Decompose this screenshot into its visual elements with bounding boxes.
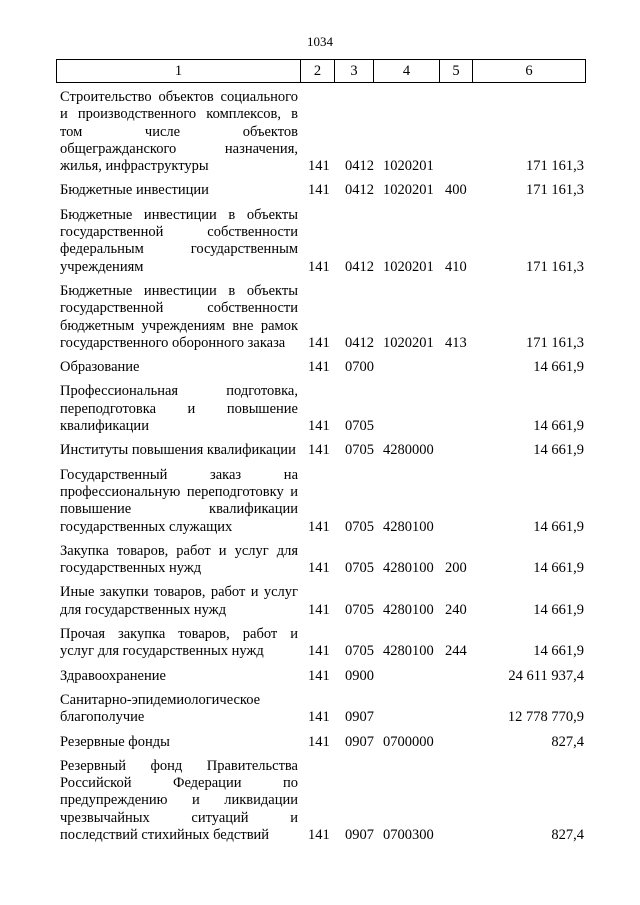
page-number: 1034 — [307, 34, 333, 49]
row-name: Бюджетные инвестиции в объекты государственной собственности бюджетным учреждениям вне рамок государственного оборонного заказа — [60, 282, 298, 351]
table-row — [0, 359, 640, 376]
row-amount: 171 161,3 — [526, 334, 584, 351]
row-section-code: 0900 — [345, 667, 374, 684]
row-admin-code: 141 — [308, 667, 330, 684]
header-col-amount: 6 — [525, 63, 533, 79]
row-target-code: 0700300 — [383, 826, 434, 843]
row-target-code: 4280000 — [383, 442, 434, 459]
row-name: Иные закупки товаров, работ и услуг для государственных нужд — [60, 584, 298, 618]
row-admin-code: 141 — [308, 643, 330, 660]
row-name: Санитарно-эпидемиологическое благополучие — [60, 691, 261, 726]
row-name: Профессиональная подготовка, переподготовка и повышение квалификации — [60, 383, 298, 435]
row-expense-type: 400 — [445, 182, 467, 199]
row-admin-code: 141 — [308, 518, 330, 535]
row-admin-code: 141 — [308, 334, 330, 351]
table-row — [0, 692, 640, 727]
row-name: Образование — [60, 359, 140, 376]
row-section-code: 0705 — [345, 518, 374, 535]
table-row — [0, 467, 640, 536]
row-amount: 14 661,9 — [533, 560, 584, 577]
row-amount: 827,4 — [551, 733, 584, 750]
row-target-code: 1020201 — [383, 182, 434, 199]
table-body — [0, 89, 640, 851]
table-row — [0, 383, 640, 435]
row-section-code: 0907 — [345, 733, 374, 750]
row-name: Бюджетные инвестиции в объекты государственной собственности федеральным государственным учреждениям — [60, 206, 298, 275]
row-section-code: 0412 — [345, 258, 374, 275]
row-target-code: 0700000 — [383, 733, 434, 750]
table-row — [0, 442, 640, 459]
row-amount: 12 778 770,9 — [507, 709, 584, 726]
row-name: Здравоохранение — [60, 667, 166, 684]
row-target-code: 4280100 — [383, 643, 434, 660]
row-amount: 14 661,9 — [533, 359, 584, 376]
row-name: Строительство объектов социального и производственного комплексов, в том числе объектов общегражданского назначения, жилья, инфраструктуры — [60, 89, 298, 175]
row-admin-code: 141 — [308, 182, 330, 199]
row-target-code: 1020201 — [383, 158, 434, 175]
table-row — [0, 543, 640, 578]
row-amount: 171 161,3 — [526, 182, 584, 199]
table-row — [0, 584, 640, 619]
row-section-code: 0907 — [345, 826, 374, 843]
row-target-code: 4280100 — [383, 518, 434, 535]
header-col-name: 1 — [57, 60, 301, 82]
row-admin-code: 141 — [308, 709, 330, 726]
table-row — [0, 734, 640, 751]
row-name: Государственный заказ на профессиональную переподготовку и повышение квалификации государственных служащих — [60, 466, 298, 535]
table-row — [0, 758, 640, 844]
table-row — [0, 668, 640, 685]
row-expense-type: 240 — [445, 601, 467, 618]
row-section-code: 0705 — [345, 643, 374, 660]
row-name: Институты повышения квалификации — [60, 442, 296, 459]
row-admin-code: 141 — [308, 826, 330, 843]
row-section-code: 0700 — [345, 359, 374, 376]
row-name: Закупка товаров, работ и услуг для государственных нужд — [60, 542, 298, 577]
header-col-admin: 2 — [301, 60, 335, 82]
row-admin-code: 141 — [308, 733, 330, 750]
row-amount: 171 161,3 — [526, 258, 584, 275]
header-col-target: 4 — [374, 60, 440, 82]
row-amount: 14 661,9 — [533, 418, 584, 435]
row-section-code: 0705 — [345, 442, 374, 459]
row-amount: 827,4 — [551, 826, 584, 843]
row-section-code: 0705 — [345, 418, 374, 435]
row-target-code: 4280100 — [383, 601, 434, 618]
row-name: Резервный фонд Правительства Российской Федерации по предупреждению и ликвидации чрезвычайных ситуаций и последствий стихийных бедствий — [60, 757, 298, 843]
row-amount: 14 661,9 — [533, 643, 584, 660]
table-header — [56, 59, 586, 83]
row-admin-code: 141 — [308, 601, 330, 618]
table-row — [0, 182, 640, 199]
row-amount: 14 661,9 — [533, 601, 584, 618]
header-col-section: 3 — [335, 60, 374, 82]
row-name: Резервные фонды — [60, 733, 170, 750]
row-section-code: 0412 — [345, 334, 374, 351]
row-amount: 14 661,9 — [533, 518, 584, 535]
row-target-code: 1020201 — [383, 334, 434, 351]
row-target-code: 1020201 — [383, 258, 434, 275]
table-row — [0, 283, 640, 352]
row-expense-type: 410 — [445, 258, 467, 275]
table-row — [0, 626, 640, 661]
table-row — [0, 207, 640, 276]
row-expense-type: 200 — [445, 560, 467, 577]
row-admin-code: 141 — [308, 258, 330, 275]
row-section-code: 0412 — [345, 182, 374, 199]
row-admin-code: 141 — [308, 359, 330, 376]
row-expense-type: 413 — [445, 334, 467, 351]
row-admin-code: 141 — [308, 560, 330, 577]
row-section-code: 0412 — [345, 158, 374, 175]
row-name: Прочая закупка товаров, работ и услуг для государственных нужд — [60, 626, 298, 660]
row-amount: 24 611 937,4 — [508, 667, 584, 684]
row-section-code: 0705 — [345, 560, 374, 577]
header-col-exp: 5 — [440, 60, 473, 82]
row-expense-type: 244 — [445, 643, 467, 660]
row-section-code: 0907 — [345, 709, 374, 726]
row-admin-code: 141 — [308, 442, 330, 459]
row-admin-code: 141 — [308, 158, 330, 175]
row-amount: 171 161,3 — [526, 158, 584, 175]
row-admin-code: 141 — [308, 418, 330, 435]
row-section-code: 0705 — [345, 601, 374, 618]
row-name: Бюджетные инвестиции — [60, 182, 209, 199]
row-target-code: 4280100 — [383, 560, 434, 577]
table-row — [0, 89, 640, 175]
row-amount: 14 661,9 — [533, 442, 584, 459]
